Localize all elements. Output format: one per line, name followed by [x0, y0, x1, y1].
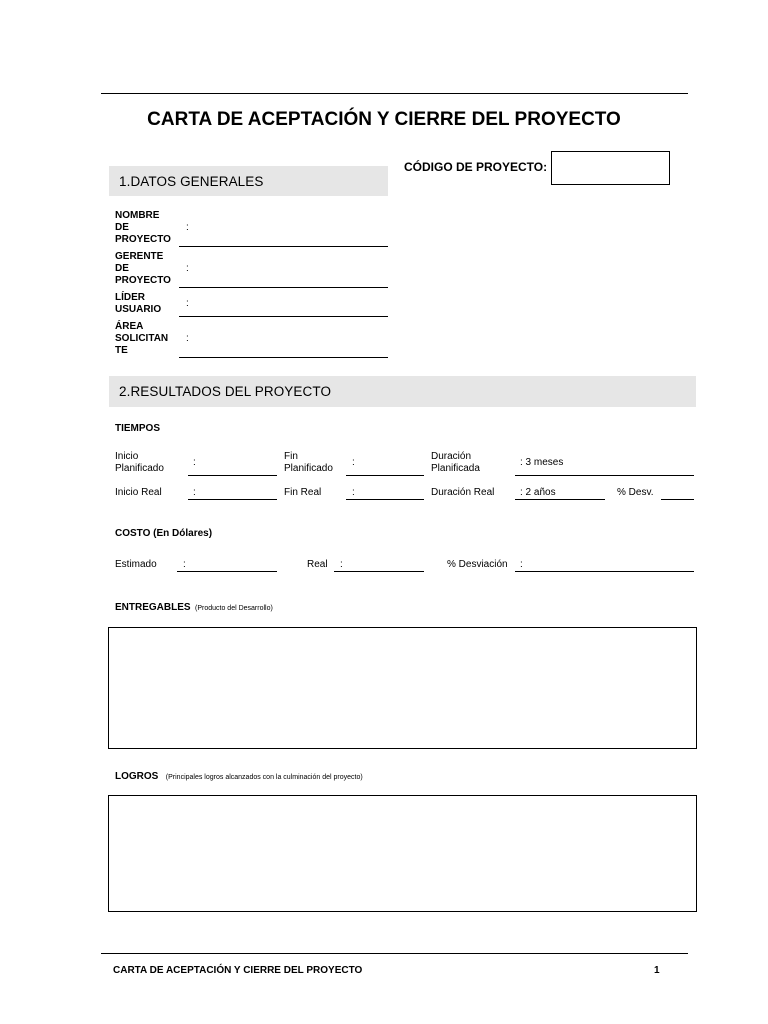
resultados-section-header [109, 376, 696, 407]
entregables-heading: ENTREGABLES [115, 602, 191, 613]
nombre-proyecto-label: NOMBRE DE PROYECTO [115, 210, 171, 245]
page-title: CARTA DE ACEPTACIÓN Y CIERRE DEL PROYECTO [147, 109, 621, 130]
fin-planificado-value: : [352, 457, 355, 468]
codigo-proyecto-label: CÓDIGO DE PROYECTO: [404, 160, 548, 174]
logros-note: (Principales logros alcanzados con la culminación del proyecto) [165, 774, 363, 781]
desviacion-value: : [520, 559, 523, 570]
tiempos-heading: TIEMPOS [115, 423, 161, 434]
lider-usuario-colon: : [186, 298, 189, 309]
gerente-proyecto-colon: : [186, 263, 189, 274]
estimado-value: : [183, 559, 186, 570]
inicio-real-label: Inicio Real [115, 487, 162, 498]
duracion-planificada-field[interactable] [515, 475, 694, 476]
duracion-real-value: : 2 años [520, 487, 556, 498]
inicio-planificado-label: Inicio Planificado [115, 451, 164, 474]
fin-planificado-label: Fin Planificado [284, 451, 333, 474]
costo-heading: COSTO (En Dólares) [115, 528, 213, 539]
real-label: Real [307, 559, 328, 570]
fin-planificado-field[interactable] [346, 475, 424, 476]
entregables-textarea[interactable] [108, 627, 697, 749]
page-number: 1 [654, 965, 660, 976]
area-solicitante-colon: : [186, 333, 189, 344]
inicio-real-value: : [193, 487, 196, 498]
gerente-proyecto-field[interactable] [179, 287, 388, 288]
nombre-proyecto-colon: : [186, 222, 189, 233]
inicio-planificado-value: : [193, 457, 196, 468]
top-rule [101, 93, 688, 94]
duracion-real-field[interactable] [515, 499, 605, 500]
estimado-label: Estimado [115, 559, 157, 570]
datos-generales-section-header [109, 166, 388, 196]
duracion-planificada-label: Duración Planificada [431, 451, 480, 474]
real-field[interactable] [334, 571, 424, 572]
footer-rule [101, 953, 688, 954]
desviacion-field[interactable] [515, 571, 694, 572]
area-solicitante-label: ÁREA SOLICITAN TE [115, 321, 169, 356]
datos-generales-heading: 1.DATOS GENERALES [119, 174, 264, 189]
inicio-real-field[interactable] [188, 499, 277, 500]
fin-real-field[interactable] [346, 499, 424, 500]
resultados-heading: 2.RESULTADOS DEL PROYECTO [119, 384, 332, 399]
nombre-proyecto-field[interactable] [179, 246, 388, 247]
duracion-real-label: Duración Real [431, 487, 495, 498]
fin-real-value: : [352, 487, 355, 498]
logros-heading-line [115, 766, 363, 784]
codigo-proyecto-input[interactable] [551, 151, 670, 185]
entregables-note: (Producto del Desarrollo) [195, 605, 273, 612]
fin-real-label: Fin Real [284, 487, 322, 498]
desv-field[interactable] [661, 499, 694, 500]
real-value: : [340, 559, 343, 570]
entregables-heading-line [115, 597, 273, 615]
inicio-planificado-field[interactable] [188, 475, 277, 476]
desv-label: % Desv. [617, 487, 654, 498]
desviacion-label: % Desviación [447, 559, 508, 570]
area-solicitante-field[interactable] [179, 357, 388, 358]
lider-usuario-field[interactable] [179, 316, 388, 317]
logros-heading: LOGROS [115, 771, 159, 782]
gerente-proyecto-label: GERENTE DE PROYECTO [115, 251, 171, 286]
logros-textarea[interactable] [108, 795, 697, 912]
lider-usuario-label: LÍDER USUARIO [115, 292, 162, 315]
footer-title: CARTA DE ACEPTACIÓN Y CIERRE DEL PROYECTO [113, 965, 363, 976]
estimado-field[interactable] [177, 571, 277, 572]
duracion-planificada-value: : 3 meses [520, 457, 564, 468]
